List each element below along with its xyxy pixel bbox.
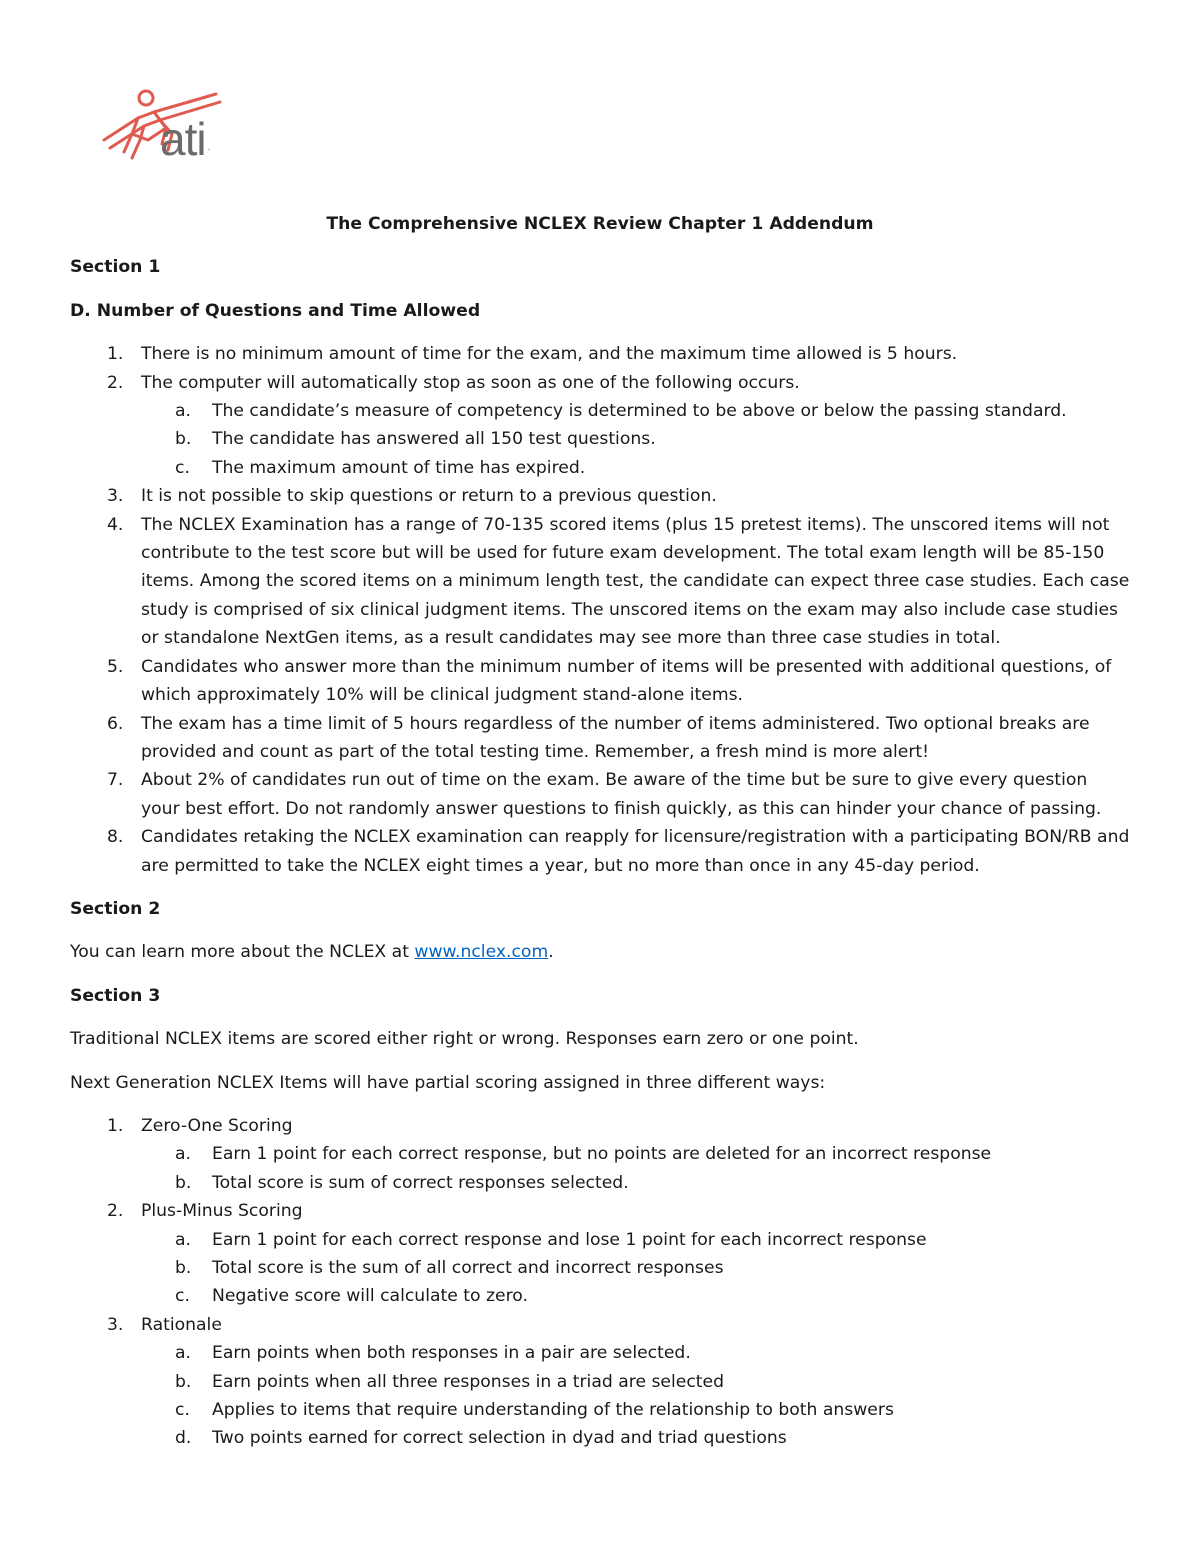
sub-list-item: a. The candidate’s measure of competency is determined to be above or below the passing standard. [175, 401, 1067, 422]
list-item: 3. Rationale a. Earn points when both responses in a pair are selected. b. Earn points when all three responses in a triad are selected c. Applies to items that require understanding of the relationship to both answers d. Two points earned for correct selection in dyad and triad questions [70, 1311, 1130, 1453]
list-item: 3. It is not possible to skip questions or return to a previous question. [107, 486, 717, 507]
list-item: 1. Zero-One Scoring a. Earn 1 point for each correct response, but no points are deleted for an incorrect response b. Total score is sum of correct responses selected. [70, 1112, 1130, 1197]
sub-list [141, 1339, 1130, 1453]
sub-list-item: a. Earn points when both responses in a pair are selected. [175, 1343, 691, 1364]
sub-list-item: d. Two points earned for correct selection in dyad and triad questions [175, 1428, 787, 1449]
sub-list-item: b. Earn points when all three responses in a triad are selected [175, 1371, 725, 1392]
sub-list-item: b. The candidate has answered all 150 test questions. [175, 429, 656, 450]
list-item: 7. About 2% of candidates run out of time on the exam. Be aware of the time but be sure to give every question your best effort. Do not randomly answer questions to finish quickly, as this can hinder your chance of passing. [107, 770, 1102, 819]
section-1-subheading: D. Number of Questions and Time Allowed [70, 300, 481, 321]
sub-list-item: b. Total score is sum of correct responses selected. [175, 1172, 629, 1193]
sub-list-item: c. Applies to items that require understanding of the relationship to both answers [175, 1400, 894, 1421]
section-1-list [70, 340, 1130, 880]
sub-list-item: a. Earn 1 point for each correct response and lose 1 point for each incorrect response [175, 1229, 927, 1250]
sub-list-item: a. Earn 1 point for each correct response, but no points are deleted for an incorrect response [175, 1144, 992, 1165]
sub-list [141, 397, 1130, 482]
list-item: 2. Plus-Minus Scoring a. Earn 1 point for each correct response and lose 1 point for each incorrect response b. Total score is the sum of all correct and incorrect responses c. Negative score will calculate to zero. [70, 1197, 1130, 1311]
section-1-heading: Section 1 [70, 257, 161, 278]
section-3-paragraph-1: Traditional NCLEX items are scored either right or wrong. Responses earn zero or one point. [70, 1029, 859, 1050]
sub-list [141, 1226, 1130, 1311]
nclex-website-link[interactable]: www.nclex.com [414, 942, 549, 963]
section-2-heading: Section 2 [70, 898, 161, 919]
list-item: 4. The NCLEX Examination has a range of 70-135 scored items (plus 15 pretest items). The unscored items will not contribute to the test score but will be used for future exam development. The total exam length will be 85-150 items. Among the scored items on a minimum length test, the candidate can expect three case studies. Each case study is comprised of six clinical judgment items. The unscored items on the exam may also include case studies or standalone NextGen items, as a result candidates may see more than three case studies in total. [107, 514, 1130, 649]
section-2-paragraph: You can learn more about the NCLEX at www.nclex.com. [70, 942, 554, 963]
section-3-list [70, 1112, 1130, 1453]
list-item: 8. Candidates retaking the NCLEX examination can reapply for licensure/registration with a participating BON/RB and are permitted to take the NCLEX eight times a year, but no more than once in any 45-day period. [107, 827, 1130, 876]
sub-list-item: c. Negative score will calculate to zero. [175, 1286, 528, 1307]
document-title: The Comprehensive NCLEX Review Chapter 1 Addendum [326, 214, 874, 234]
document-body [70, 210, 1130, 1468]
list-item: 6. The exam has a time limit of 5 hours regardless of the number of items administered. Two optional breaks are provided and count as part of the total testing time. Remember, a fresh mind is more alert! [107, 713, 1090, 762]
sub-list-item: b. Total score is the sum of all correct and incorrect responses [175, 1258, 724, 1278]
section-3-paragraph-2: Next Generation NCLEX Items will have partial scoring assigned in three different ways: [70, 1072, 826, 1093]
list-item: 2. The computer will automatically stop as soon as one of the following occurs. a. The candidate’s measure of competency is determined to be above or below the passing standard. b. The candidate has answered all 150 test questions. c. The maximum amount of time has expired. [70, 369, 1130, 483]
sub-list [141, 1140, 1130, 1197]
section-3-heading: Section 3 [70, 985, 161, 1006]
sub-list-item: c. The maximum amount of time has expired. [175, 457, 586, 478]
list-item: 1. There is no minimum amount of time for the exam, and the maximum time allowed is 5 hours. [107, 344, 958, 365]
ati-logo-text: ati . [160, 113, 210, 165]
list-item: 5. Candidates who answer more than the minimum number of items will be presented with additional questions, of which approximately 10% will be clinical judgment stand-alone items. [107, 656, 1112, 706]
